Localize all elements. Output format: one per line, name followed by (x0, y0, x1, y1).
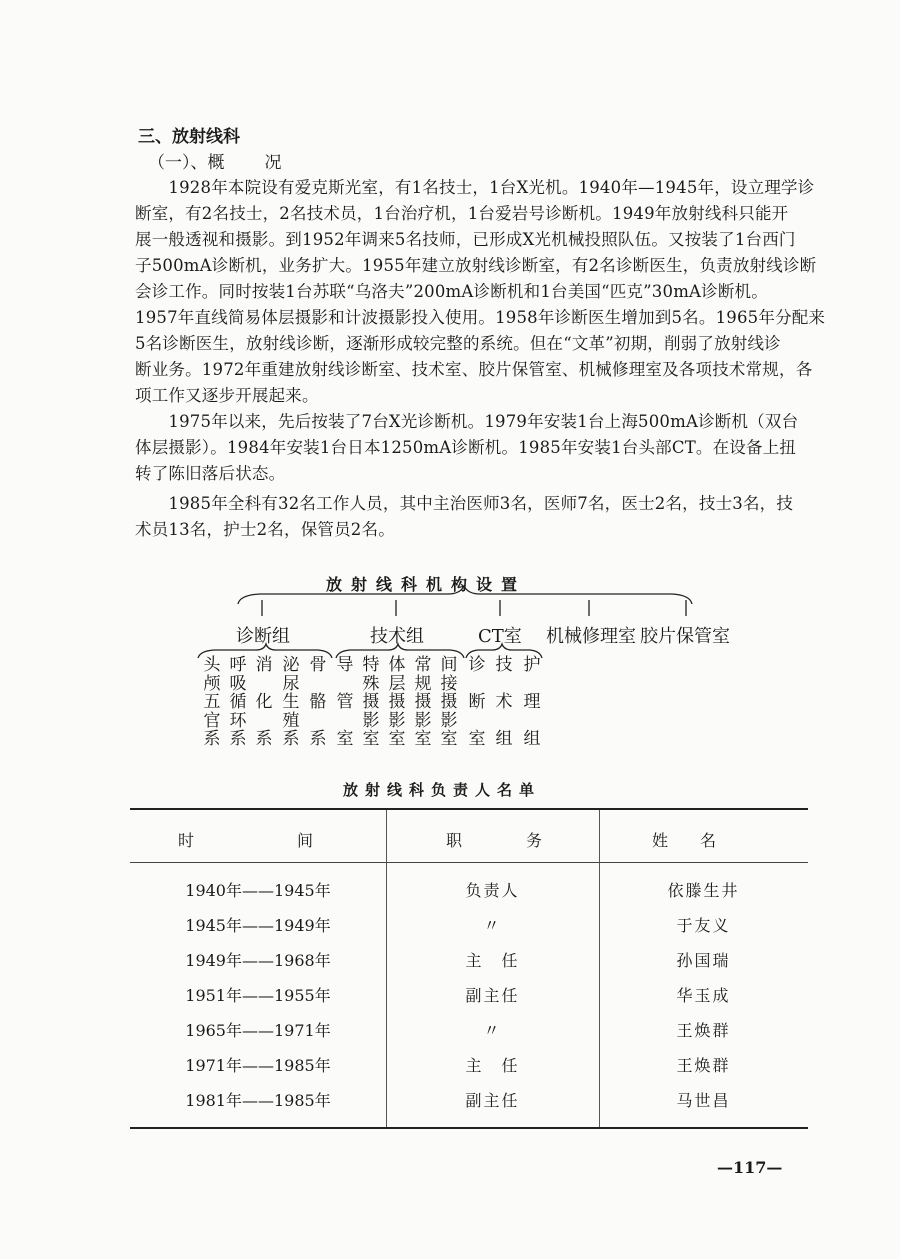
paragraph-line: 断业务。1972年重建放射线诊断室、技术室、胶片保管室、机械修理室及各项技术常规，各 (135, 360, 813, 379)
table-cell: 1940年——1945年 (185, 881, 331, 900)
org-subunit: 技 术 组 (495, 655, 513, 749)
table-cell: 马世昌 (676, 1091, 731, 1110)
org-group-diagnosis: 诊断组 (236, 626, 290, 647)
table-header-rule (130, 862, 808, 863)
paragraph-line: 项工作又逐步开展起来。 (135, 386, 319, 405)
table-cell: 负责人 (465, 881, 520, 900)
org-subunit: 特 殊 摄 影 室 (362, 655, 380, 749)
org-subunit: 消 化 系 (255, 655, 273, 749)
table-cell: 王焕群 (676, 1021, 731, 1040)
page-number: —117— (717, 1158, 783, 1177)
paragraph-line: 体层摄影）。1984年安装1台日本1250mA诊断机。1985年安装1台头部CT。在设备上扭 (135, 438, 797, 457)
org-group-ct: CT室 (478, 626, 522, 647)
org-subunit: 常 规 摄 影 室 (414, 655, 432, 749)
table-cell: 孙国瑞 (676, 951, 731, 970)
table-cell: 1945年——1949年 (185, 916, 331, 935)
table-cell: 1951年——1955年 (185, 986, 331, 1005)
table-cell: 副主任 (465, 986, 520, 1005)
org-subunit: 体 层 摄 影 室 (388, 655, 406, 749)
org-subunit: 呼 吸 循 环 系 (229, 655, 247, 749)
org-subunit: 泌 尿 生 殖 系 (282, 655, 300, 749)
table-top-rule (130, 808, 808, 810)
org-group-film-storage: 胶片保管室 (640, 626, 730, 647)
table-header-position: 职 务 (446, 831, 543, 850)
paragraph-line: 5名诊断医生，放射线诊断，逐渐形成较完整的系统。但在“文革”初期，削弱了放射线诊 (135, 334, 781, 353)
table-cell: 1971年——1985年 (185, 1056, 331, 1075)
paragraph-line: 1928年本院设有爱克斯光室，有1名技士，1台X光机。1940年—1945年，设立理学诊 (135, 178, 815, 197)
paragraph-line: 术员13名，护士2名，保管员2名。 (135, 520, 395, 539)
table-cell: 主 任 (465, 951, 520, 970)
roster-title: 放射线科负责人名单 (343, 781, 542, 799)
table-cell: 副主任 (465, 1091, 520, 1110)
paragraph-line: 子500mA诊断机，业务扩大。1955年建立放射线诊断室，有2名诊断医生，负责放射线诊断 (135, 256, 817, 275)
paragraph-line: 1957年直线简易体层摄影和计波摄影投入使用。1958年诊断医生增加到5名。1965年分配来 (135, 308, 826, 327)
table-cell: 1965年——1971年 (185, 1021, 331, 1040)
section-heading: 三、放射线科 (138, 127, 240, 147)
org-subunit: 头 颅 五 官 系 (203, 655, 221, 749)
table-cell: 依滕生井 (667, 881, 740, 900)
subsection-number: （一）、 (148, 153, 208, 173)
table-cell: 华玉成 (676, 986, 731, 1005)
org-chart-title: 放射线科机构设置 (326, 575, 527, 594)
paragraph-line: 展一般透视和摄影。到1952年调来5名技师，已形成X光机械投照队伍。又按装了1台西门 (135, 230, 796, 249)
table-cell: 1949年——1968年 (185, 951, 331, 970)
table-cell: 1981年——1985年 (185, 1091, 331, 1110)
org-subunit: 导 管 室 (336, 655, 354, 749)
table-cell: 〃 (483, 916, 502, 935)
subsection-title: 概 况 (207, 153, 284, 173)
org-subunit: 护 理 组 (523, 655, 541, 749)
paragraph-line: 断室，有2名技士，2名技术员，1台治疗机，1台爱岩号诊断机。1949年放射线科只能开 (135, 204, 789, 223)
table-cell: 王焕群 (676, 1056, 731, 1075)
table-header-time: 时 间 (178, 831, 315, 850)
paragraph-line: 会诊工作。同时按装1台苏联“乌洛夫”200mA诊断机和1台美国“匹克”30mA诊断机。 (135, 282, 768, 301)
org-subunit: 间 接 摄 影 室 (440, 655, 458, 749)
table-header-name: 姓 名 (652, 831, 717, 850)
paragraph-line: 1975年以来，先后按装了7台X光诊断机。1979年安装1台上海500mA诊断机（双台 (135, 412, 799, 431)
table-cell: 〃 (483, 1021, 502, 1040)
org-subunit: 骨 骼 系 (309, 655, 327, 749)
table-bottom-rule (130, 1127, 808, 1129)
org-subunit: 诊 断 室 (468, 655, 486, 749)
table-cell: 于友义 (676, 916, 731, 935)
org-group-repair: 机械修理室 (546, 626, 636, 647)
table-cell: 主 任 (465, 1056, 520, 1075)
paragraph-line: 转了陈旧落后状态。 (135, 464, 286, 483)
paragraph-line: 1985年全科有32名工作人员，其中主治医师3名，医师7名，医士2名，技士3名，技 (135, 494, 794, 513)
org-group-technical: 技术组 (370, 626, 424, 647)
